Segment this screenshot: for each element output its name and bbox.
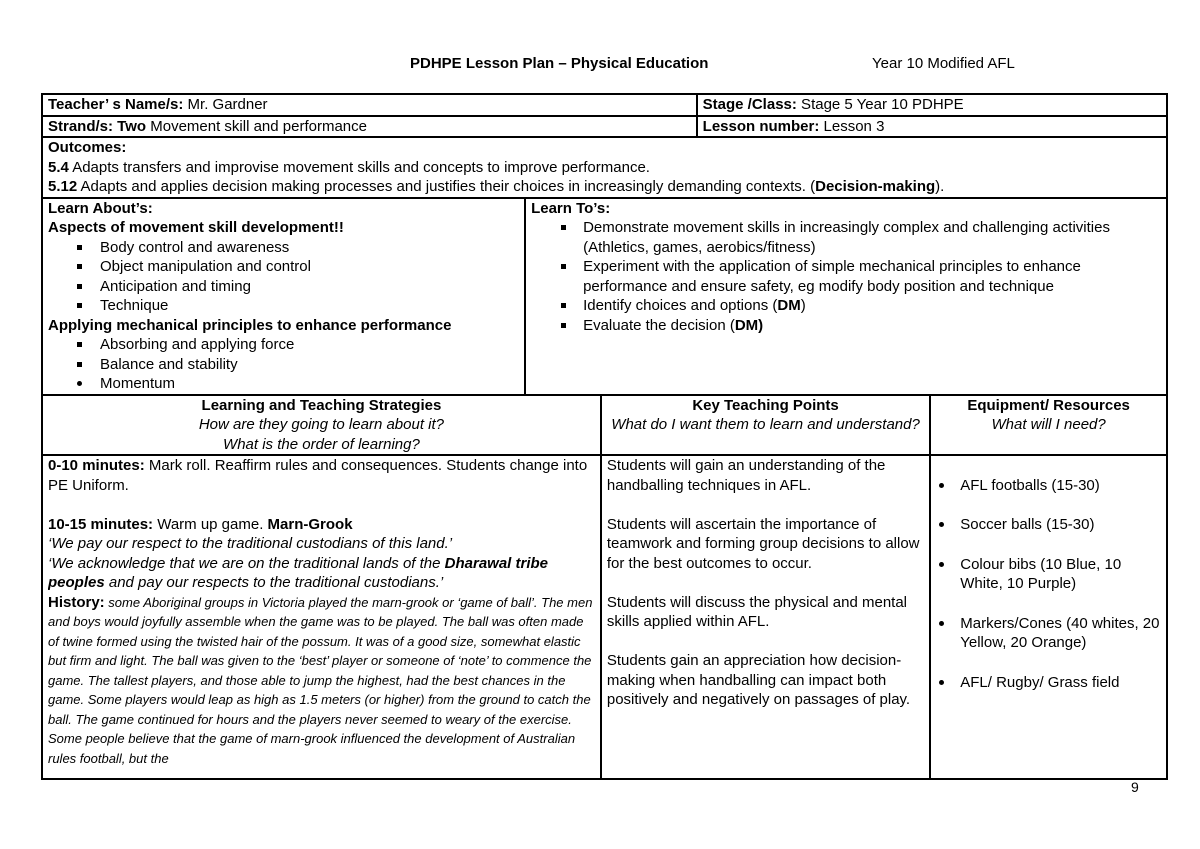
- equipment-item: Soccer balls (15-30): [936, 515, 1161, 535]
- content-row: [42, 455, 1167, 779]
- outcome-5-12: [48, 177, 1161, 197]
- list-item: Object manipulation and control: [48, 257, 519, 277]
- outcome-text: Adapts and applies decision making processes and justifies their choices in increasingly demanding contexts. (: [77, 178, 816, 195]
- learn-to-label: Learn To’s:: [531, 199, 611, 217]
- list-item: Demonstrate movement skills in increasingly complex and challenging activities (Athletics, games, aerobics/fitness): [531, 218, 1161, 257]
- equipment-list: [936, 476, 1161, 693]
- key-points-header: [601, 395, 930, 456]
- time-label: 0-10 minutes:: [48, 457, 145, 474]
- learn-about-label: Learn About’s:: [48, 199, 153, 217]
- stage-cell: [697, 94, 1167, 116]
- list-item: Body control and awareness: [48, 238, 519, 258]
- column-question: What do I want them to learn and understand?: [611, 416, 920, 433]
- learn-about-list: [48, 335, 519, 394]
- column-title: Key Teaching Points: [692, 396, 839, 414]
- teacher-value: Mr. Gardner: [183, 96, 268, 113]
- key-point: Students gain an appreciation how decision-making when handballing can impact both positively and negatively on passages of play.: [606, 652, 911, 708]
- outcome-end: ).: [935, 178, 945, 195]
- learn-row: [42, 198, 1167, 395]
- strategies-header: [42, 395, 601, 456]
- outcomes-cell: [42, 137, 1167, 198]
- list-item: Technique: [48, 296, 519, 316]
- quote-emphasis: Dharawal tribe peoples: [48, 554, 549, 591]
- acknowledgement-quote: [48, 554, 595, 593]
- outcome-text: Adapts transfers and improvise movement skills and concepts to improve performance.: [68, 158, 650, 176]
- strand-value: Movement skill and performance: [146, 117, 367, 135]
- item-text: Evaluate the decision (: [583, 316, 735, 334]
- learn-about-cell: [42, 198, 525, 395]
- strategy-0-10: [48, 456, 595, 495]
- document-header: [0, 55, 1200, 75]
- list-item: [531, 296, 1161, 316]
- stage-value: Stage 5 Year 10 PDHPE: [796, 96, 964, 113]
- lesson-value: Lesson 3: [819, 117, 885, 135]
- key-point: Students will ascertain the importance of teamwork and forming group decisions to allow for the best outcomes to occur.: [606, 515, 920, 572]
- learn-about-heading: Applying mechanical principles to enhance performance: [48, 316, 452, 334]
- lesson-plan-table: [41, 93, 1168, 780]
- outcome-emphasis: Decision-making: [815, 178, 936, 195]
- teacher-label: Teacher’ s Name/s:: [48, 96, 184, 113]
- equipment-item: Colour bibs (10 Blue, 10 White, 10 Purple): [936, 555, 1161, 594]
- column-question: What is the order of learning?: [223, 435, 420, 453]
- list-item: Experiment with the application of simple mechanical principles to enhance performance and ensure safety, eg modify body position and technique: [531, 257, 1161, 296]
- game-name: Marn-Grook: [267, 515, 353, 533]
- history-label: History:: [48, 593, 105, 611]
- outcome-code: 5.12: [48, 178, 78, 195]
- acknowledgement-quote: ‘We pay our respect to the traditional custodians of this land.’: [48, 535, 453, 552]
- equipment-header: [930, 395, 1167, 456]
- list-item: Anticipation and timing: [48, 277, 519, 297]
- column-question: What will I need?: [991, 416, 1106, 433]
- strand-row: [42, 116, 1167, 138]
- outcome-code: 5.4: [48, 158, 69, 176]
- learn-about-list: [48, 238, 519, 316]
- list-item: Absorbing and applying force: [48, 335, 519, 355]
- learn-to-list: [531, 218, 1161, 335]
- item-text: ): [800, 297, 806, 314]
- strand-cell: [42, 116, 697, 138]
- time-label: 10-15 minutes:: [48, 515, 154, 533]
- list-item: Balance and stability: [48, 355, 519, 375]
- equipment-item: AFL/ Rugby/ Grass field: [936, 673, 1161, 693]
- lesson-label: Lesson number:: [702, 117, 820, 135]
- list-item: [531, 316, 1161, 336]
- strategies-content: [48, 456, 595, 778]
- column-title: Equipment/ Resources: [967, 396, 1130, 414]
- equipment-cell: [930, 455, 1167, 779]
- strategies-cell: [42, 455, 601, 779]
- lesson-cell: [697, 116, 1167, 138]
- strand-label: Strand/s: Two: [48, 117, 147, 135]
- strategy-text: Mark roll. Reaffirm rules and consequences. Students change into PE Uniform.: [48, 457, 588, 494]
- equipment-item: Markers/Cones (40 whites, 20 Yellow, 20 Orange): [936, 614, 1161, 653]
- outcomes-row: [42, 137, 1167, 198]
- page-number: 9: [1131, 779, 1139, 795]
- teacher-cell: [42, 94, 697, 116]
- outcomes-label: Outcomes:: [48, 139, 127, 156]
- teacher-row: [42, 94, 1167, 116]
- stage-label: Stage /Class:: [702, 96, 797, 113]
- key-point: Students will discuss the physical and mental skills applied within AFL.: [606, 593, 908, 630]
- key-point: Students will gain an understanding of the handballing techniques in AFL.: [606, 457, 886, 494]
- equipment-item: AFL footballs (15-30): [936, 476, 1161, 496]
- strategy-10-15: [48, 515, 595, 535]
- learn-to-cell: [525, 198, 1167, 395]
- strategy-text: Warm up game.: [153, 515, 268, 533]
- column-headers-row: [42, 395, 1167, 456]
- learn-about-heading: Aspects of movement skill development!!: [48, 219, 344, 236]
- item-emphasis: DM: [777, 297, 801, 314]
- history-text: some Aboriginal groups in Victoria played the marn-grook or ‘game of ball’. The men and boys would joyfully assemble when the game was to be played. The ball was often made of twine formed using the twisted hair of the possum. It was of a good size, somewhat elastic but firm and light. The ball was given to the ‘best’ player or someone of ‘note’ to commence the game. The tallest players, and those able to jump the highest, had the best chances in the game. Some players would leap as high as 1.5 meters (or higher) from the ground to catch the ball. The game continued for hours and the players never seemed to weary of the exercise. Some people believe that the game of marn-grook influenced the development of Australian rules football, but the: [48, 594, 593, 766]
- outcome-5-4: [48, 158, 1161, 178]
- quote-text: ‘We acknowledge that we are on the traditional lands of the: [48, 554, 445, 572]
- document-subtitle: Year 10 Modified AFL: [872, 55, 1015, 72]
- item-text: Identify choices and options (: [583, 297, 778, 314]
- quote-text: and pay our respects to the traditional custodians.’: [104, 574, 444, 591]
- document-title: PDHPE Lesson Plan – Physical Education: [410, 55, 709, 72]
- history-paragraph: [48, 593, 595, 769]
- list-item: Momentum: [48, 374, 519, 394]
- column-title: Learning and Teaching Strategies: [201, 396, 442, 414]
- column-question: How are they going to learn about it?: [198, 416, 444, 433]
- item-emphasis: DM): [734, 316, 764, 334]
- key-points-cell: [601, 455, 930, 779]
